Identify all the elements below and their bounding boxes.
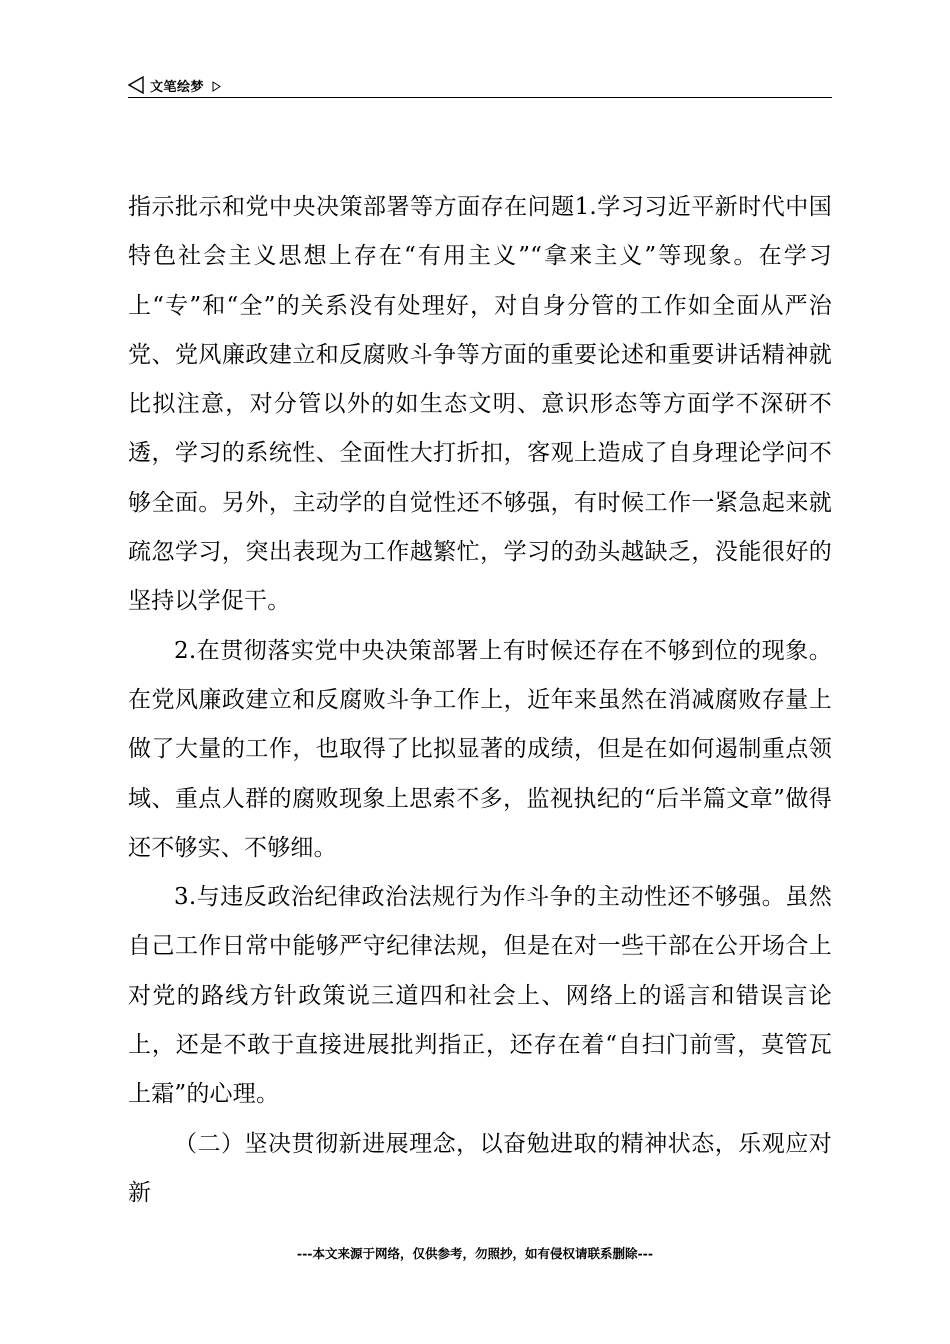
paragraph-3: 3.与违反政治纪律政治法规行为作斗争的主动性还不够强。虽然自己工作日常中能够严守纪律法规，但是在对一些干部在公开场合上对党的路线方针政策说三道四和社会上、网络上的谣言和错误言论上，还是不敢于直接进展批判指正，还存在着“自扫门前雪，莫管瓦上霜”的心理。 [128, 884, 832, 1108]
footer-disclaimer: ---本文来源于网络，仅供参考，勿照抄，如有侵权请联系删除--- [296, 1246, 654, 1261]
paragraph-4: （二）坚决贯彻新进展理念，以奋勉进取的精神状态，乐观应对新 [128, 1130, 832, 1206]
header-title: 文笔绘梦 [150, 79, 205, 95]
paragraph-1: 指示批示和党中央决策部署等方面存在问题1.学习习近平新时代中国特色社会主义思想上存在“有用主义”“拿来主义”等现象。在学习上“专”和“全”的关系没有处理好，对自身分管的工作如全面从严治党、党风廉政建立和反腐败斗争等方面的重要论述和重要讲话精神就比拟注意，对分管以外的如生态文明、意识形态等方面学不深研不透，学习的系统性、全面性大打折扣，客观上造成了自身理论学问不够全面。另外，主动学的自觉性还不够强，有时候工作一紧急起来就疏忽学习，突出表现为工作越繁忙，学习的劲头越缺乏，没能很好的坚持以学促干。 [128, 194, 832, 615]
page-header [128, 72, 832, 98]
document-body [128, 183, 832, 1218]
paragraph-2: 2.在贯彻落实党中央决策部署上有时候还存在不够到位的现象。在党风廉政建立和反腐败斗争工作上，近年来虽然在消减腐败存量上做了大量的工作，也取得了比拟显著的成绩，但是在如何遏制重点领域、重点人群的腐败现象上思索不多，监视执纪的“后半篇文章”做得还不够实、不够细。 [128, 637, 832, 861]
header-divider [128, 97, 832, 98]
triangle-left-outline-icon [128, 76, 144, 94]
triangle-right-outline-icon [212, 77, 221, 88]
